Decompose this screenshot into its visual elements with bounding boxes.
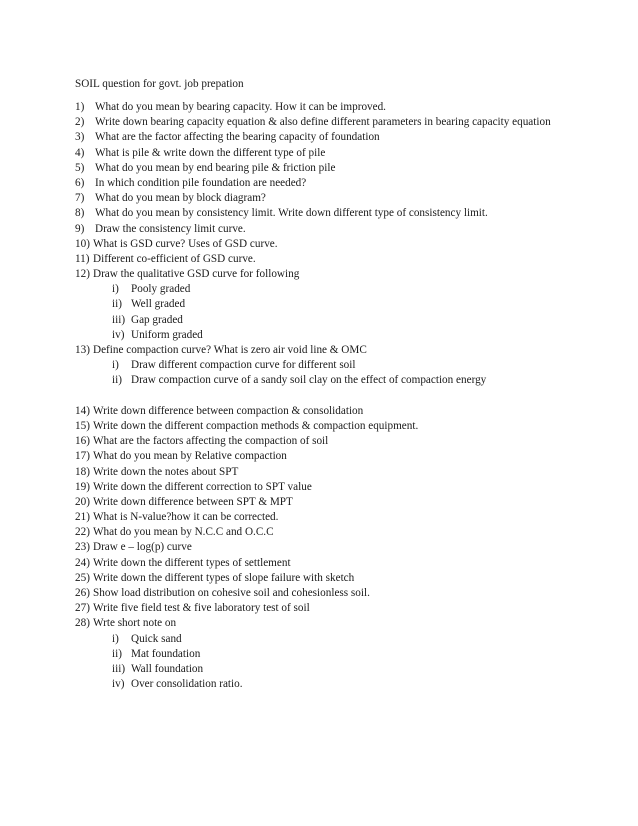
question-item [75, 419, 630, 434]
question-text: Write five field test & five laboratory test of soil [93, 602, 310, 615]
question-text: What are the factors affecting the compaction of soil [93, 435, 329, 448]
sub-question-text: Over consolidation ratio. [131, 678, 243, 691]
question-text: Write down the different correction to SPT value [93, 480, 312, 493]
question-text: What is pile & write down the different type of pile [95, 146, 326, 159]
question-number: 4) [75, 146, 85, 159]
question-number: 27) [75, 602, 90, 615]
question-item [75, 495, 630, 510]
sub-question-text: Draw compaction curve of a sandy soil clay on the effect of compaction energy [131, 374, 487, 387]
sub-question-item [75, 662, 630, 677]
question-text: Write down the different types of slope failure with sketch [93, 571, 355, 584]
question-text: Write down the different compaction methods & compaction equipment. [93, 419, 419, 432]
question-item [75, 571, 630, 586]
question-item [75, 222, 630, 237]
question-item [75, 465, 630, 480]
sub-question-number: iii) [112, 313, 126, 326]
question-number: 1) [75, 101, 85, 113]
question-text: Show load distribution on cohesive soil and cohesionless soil. [93, 587, 370, 599]
section-gap [75, 389, 630, 404]
question-item [75, 449, 630, 464]
sub-question-text: Wall foundation [131, 662, 204, 675]
question-number: 11) [75, 252, 90, 265]
sub-question-number: i) [112, 632, 119, 645]
sub-question-item [75, 373, 630, 388]
question-item [75, 161, 630, 176]
sub-question-text: Well graded [131, 298, 186, 311]
question-number: 23) [75, 541, 90, 554]
question-list [75, 100, 630, 692]
question-number: 26) [75, 587, 90, 599]
question-text: Draw e – log(p) curve [93, 541, 192, 554]
question-item [75, 601, 630, 616]
question-number: 7) [75, 192, 85, 205]
sub-question-item [75, 313, 630, 328]
question-text: What are the factor affecting the bearing capacity of foundation [95, 131, 380, 144]
question-item [75, 100, 630, 115]
sub-question-item [75, 632, 630, 647]
question-item [75, 510, 630, 525]
question-item [75, 206, 630, 221]
question-number: 19) [75, 480, 90, 493]
question-item [75, 343, 630, 358]
question-number: 9) [75, 222, 85, 235]
question-text: Write down the notes about SPT [93, 465, 239, 478]
question-number: 16) [75, 435, 90, 448]
question-number: 8) [75, 207, 85, 220]
question-item [75, 480, 630, 495]
question-number: 12) [75, 268, 90, 281]
question-text: Wrte short note on [93, 617, 177, 630]
sub-question-item [75, 647, 630, 662]
question-text: What do you mean by consistency limit. Write down different type of consistency limit. [95, 207, 488, 220]
question-item [75, 525, 630, 540]
question-number: 10) [75, 237, 90, 250]
sub-question-text: Uniform graded [131, 328, 203, 341]
sub-question-item [75, 358, 630, 373]
question-number: 21) [75, 511, 90, 524]
question-item [75, 176, 630, 191]
sub-question-number: iii) [112, 662, 126, 675]
question-text: What do you mean by end bearing pile & friction pile [95, 161, 336, 174]
question-text: What do you mean by N.C.C and O.C.C [93, 526, 274, 539]
sub-question-item [75, 282, 630, 297]
question-item [75, 586, 630, 601]
question-item [75, 237, 630, 252]
sub-question-item [75, 328, 630, 343]
question-number: 6) [75, 176, 85, 189]
question-text: What is GSD curve? Uses of GSD curve. [93, 237, 278, 250]
sub-question-text: Mat foundation [131, 647, 201, 660]
sub-question-number: i) [112, 359, 119, 372]
question-number: 5) [75, 161, 85, 174]
question-number: 20) [75, 495, 90, 508]
sub-question-number: ii) [112, 647, 122, 660]
question-item [75, 252, 630, 267]
question-text: What do you mean by block diagram? [95, 192, 266, 205]
question-item [75, 540, 630, 555]
question-text: What do you mean by bearing capacity. How it can be improved. [95, 101, 386, 113]
sub-question-text: Quick sand [131, 632, 182, 645]
question-item [75, 146, 630, 161]
question-item [75, 267, 630, 282]
sub-question-text: Gap graded [131, 313, 183, 326]
question-number: 2) [75, 116, 85, 129]
sub-question-text: Draw different compaction curve for different soil [131, 359, 356, 372]
question-number: 14) [75, 404, 90, 417]
document-title: SOIL question for govt. job prepation [75, 78, 244, 90]
sub-question-number: iv) [112, 328, 125, 341]
question-text: Write down difference between SPT & MPT [93, 495, 293, 508]
question-item [75, 434, 630, 449]
sub-question-number: iv) [112, 678, 125, 691]
question-item [75, 191, 630, 206]
question-item [75, 130, 630, 145]
question-number: 18) [75, 465, 90, 478]
question-text: Write down difference between compaction & consolidation [93, 404, 364, 417]
question-text: Write down the different types of settlement [93, 556, 291, 569]
question-number: 15) [75, 419, 90, 432]
question-text: What is N-value?how it can be corrected. [93, 511, 279, 524]
question-item [75, 556, 630, 571]
question-number: 25) [75, 571, 90, 584]
question-number: 13) [75, 344, 90, 356]
question-text: Draw the qualitative GSD curve for following [93, 268, 300, 281]
sub-question-number: ii) [112, 298, 122, 311]
question-number: 28) [75, 617, 90, 630]
question-text: What do you mean by Relative compaction [93, 450, 287, 463]
sub-question-text: Pooly graded [131, 283, 191, 296]
question-item [75, 616, 630, 631]
sub-question-number: i) [112, 283, 119, 296]
sub-question-item [75, 677, 630, 692]
question-text: Define compaction curve? What is zero air void line & OMC [93, 344, 367, 356]
sub-question-item [75, 297, 630, 312]
question-number: 22) [75, 526, 90, 539]
sub-question-number: ii) [112, 374, 122, 387]
question-item [75, 115, 630, 130]
question-text: Draw the consistency limit curve. [95, 222, 246, 235]
question-text: Different co-efficient of GSD curve. [93, 252, 256, 265]
question-number: 24) [75, 556, 90, 569]
question-number: 3) [75, 131, 85, 144]
question-text: Write down bearing capacity equation & also define different parameters in bearing capacity equation [95, 116, 551, 129]
question-number: 17) [75, 450, 90, 463]
question-text: In which condition pile foundation are needed? [95, 176, 307, 189]
question-item [75, 404, 630, 419]
